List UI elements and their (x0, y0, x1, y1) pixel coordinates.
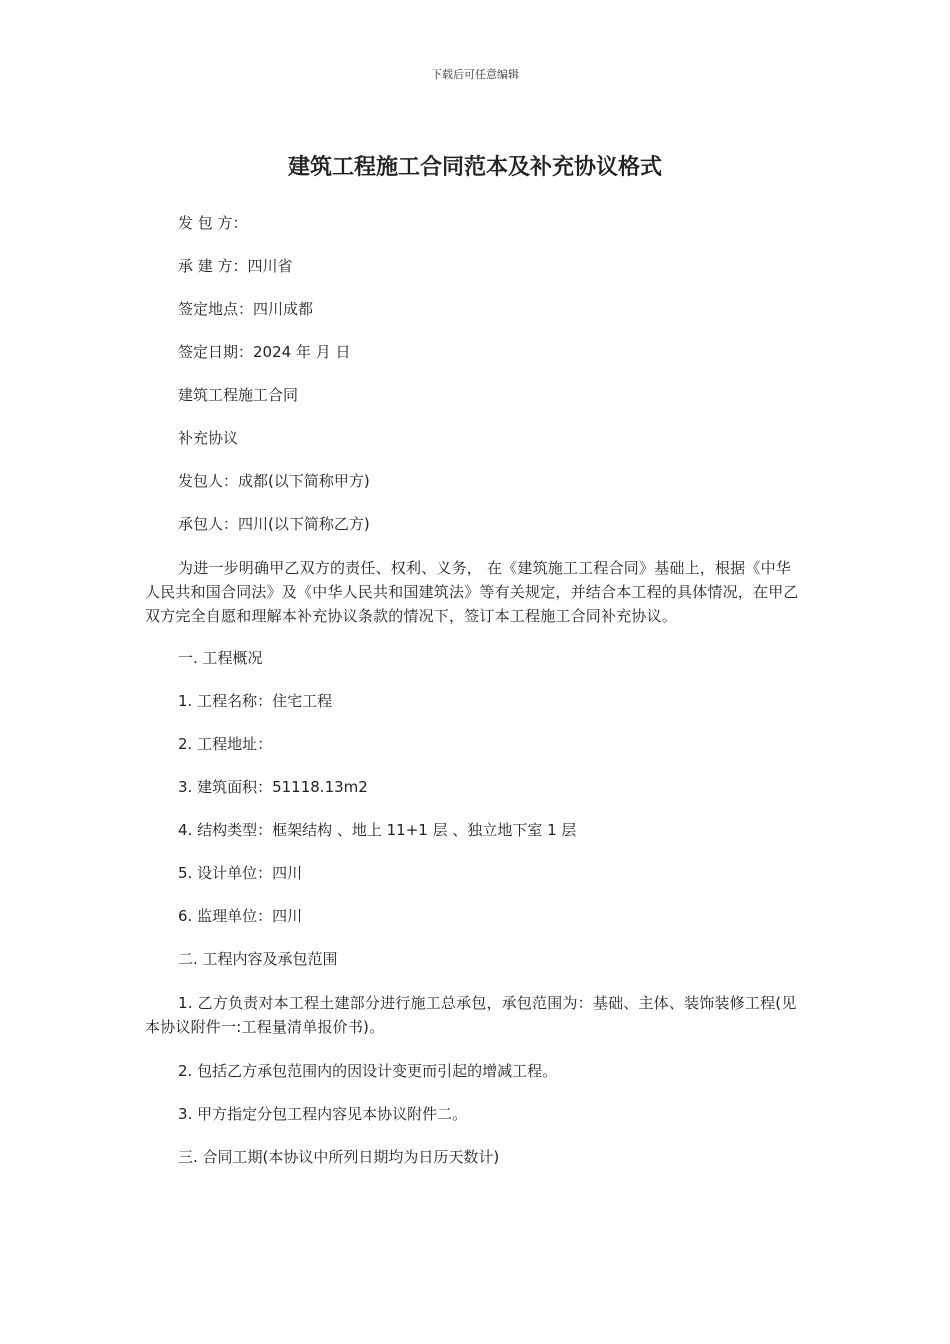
line-supplement: 补充协议 (178, 429, 239, 447)
section1-item: 2. 工程地址： (178, 735, 273, 753)
section1-heading: 一. 工程概况 (178, 649, 263, 667)
section1-item: 6. 监理单位：四川 (178, 907, 303, 925)
line-party-a: 发包人：成都(以下简称甲方) (178, 472, 370, 490)
line-signing-place: 签定地点：四川成都 (178, 300, 314, 318)
section1-item: 1. 工程名称：住宅工程 (178, 692, 333, 710)
section2-heading: 二. 工程内容及承包范围 (178, 950, 338, 968)
line-contract-name: 建筑工程施工合同 (178, 386, 299, 404)
section1-item: 3. 建筑面积：51118.13m2 (178, 778, 368, 796)
document-body (145, 212, 805, 1189)
section2-item: 2. 包括乙方承包范围内的因设计变更而引起的增减工程。 (178, 1062, 558, 1080)
line-employer: 发 包 方： (178, 214, 248, 232)
document-title: 建筑工程施工合同范本及补充协议格式 (287, 154, 662, 180)
section3-heading: 三. 合同工期(本协议中所列日期均为日历天数计) (178, 1148, 500, 1166)
line-contractor: 承 建 方：四川省 (178, 257, 293, 275)
intro-paragraph: 为进一步明确甲乙双方的责任、权利、义务， 在《建筑施工工程合同》基础上，根据《中华人民共和国合同法》及《中华人民共和国建筑法》等有关规定，并结合本工程的具体情况，在甲乙双方完全自愿和理解本补充协议条款的情况下，签订本工程施工合同补充协议。 (145, 559, 799, 625)
page-header-note: 下载后可任意编辑 (431, 68, 519, 81)
section1-item: 4. 结构类型：框架结构 、地上 11+1 层 、独立地下室 1 层 (178, 821, 577, 839)
section2-item: 1. 乙方负责对本工程土建部分进行施工总承包，承包范围为：基础、主体、装饰装修工程(见本协议附件一:工程量清单报价书)。 (145, 994, 797, 1036)
section2-item: 3. 甲方指定分包工程内容见本协议附件二。 (178, 1105, 468, 1123)
line-party-b: 承包人：四川(以下简称乙方) (178, 515, 370, 533)
line-signing-date: 签定日期：2024 年 月 日 (178, 343, 351, 361)
section1-item: 5. 设计单位：四川 (178, 864, 303, 882)
